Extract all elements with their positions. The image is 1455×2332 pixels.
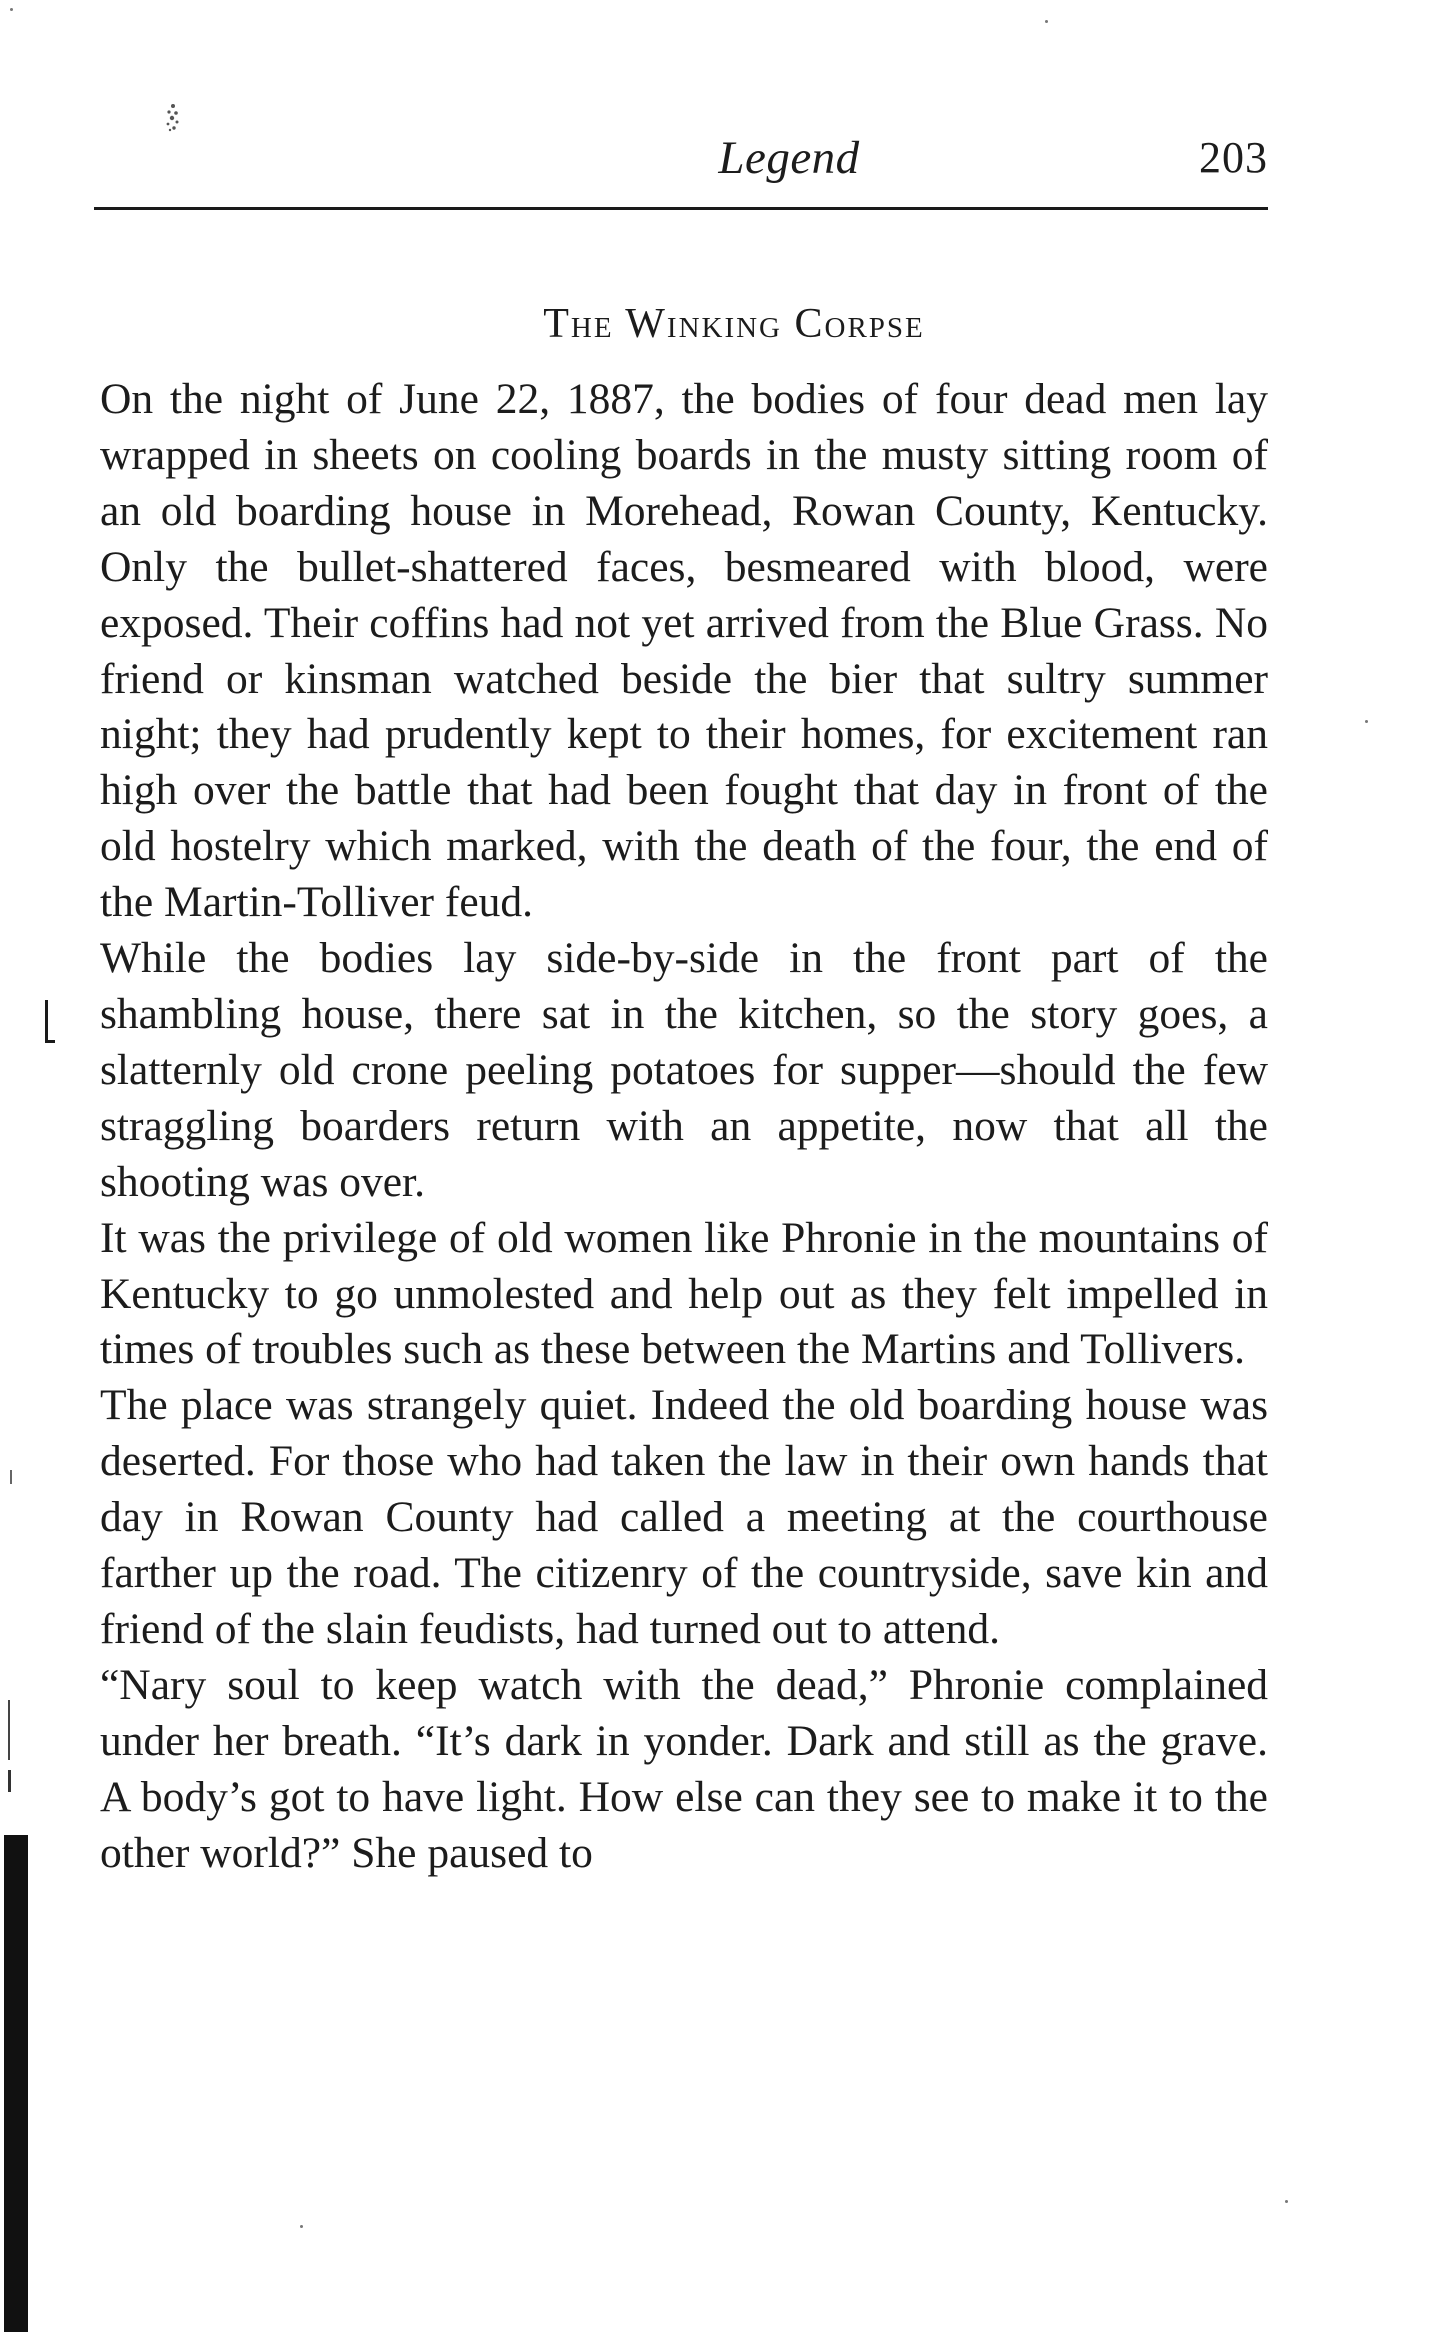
- scan-edge-mark: [8, 1770, 11, 1792]
- scan-dust: [10, 8, 13, 11]
- scan-edge-mark: [45, 1000, 48, 1040]
- header-rule: [94, 207, 1268, 210]
- scan-edge-mark: [8, 1700, 10, 1760]
- scan-edge-mark: [10, 1470, 12, 1484]
- paragraph: While the bodies lay side-by-side in the front part of the shambling house, there sat in the kitchen, so the story goes, a slatternly old crone peeling potatoes for supper—should the few straggling boarders return with an appetite, now that all the shooting was over.: [100, 934, 1268, 1206]
- paragraph: On the night of June 22, 1887, the bodies of four dead men lay wrapped in sheets on cooling boards in the musty sitting room of an old boarding house in Morehead, Rowan County, Kentucky. Only the bullet-shattered faces, besmeared with blood, were exposed. Their coffins had not yet arrived from the Blue Grass. No friend or kinsman watched beside the bier that sultry summer night; they had prudently kept to their homes, for excitement ran high over the battle that had been fought that day in front of the old hostelry which marked, with the death of the four, the end of the Martin-Tolliver feud.: [100, 375, 1268, 927]
- scan-dust: [1285, 2200, 1288, 2203]
- scan-edge-shadow: [4, 1835, 28, 2332]
- paragraph: “Nary soul to keep watch with the dead,” Phronie complained under her breath. “It’s dark in yonder. Dark and still as the grave. A body’s got to have light. How else can they see to make it to the other world?” She paused to: [100, 1660, 1268, 1877]
- scan-dust: [1365, 720, 1368, 723]
- running-head: [100, 128, 1268, 188]
- scan-dust: [300, 2225, 303, 2228]
- body-text: [100, 372, 1268, 1881]
- paragraph: The place was strangely quiet. Indeed the old boarding house was deserted. For those who had taken the law in their own hands that day in Rowan County had called a meeting at the courthouse farther up the road. The citizenry of the countryside, save kin and friend of the slain feudists, had turned out to attend.: [100, 1381, 1268, 1653]
- chapter-title: The Winking Corpse: [543, 301, 925, 347]
- page-number: 203: [1199, 133, 1268, 182]
- scan-dust: [1045, 20, 1048, 23]
- running-title: Legend: [718, 132, 860, 184]
- scan-edge-mark: [45, 1040, 55, 1043]
- paragraph: It was the privilege of old women like Phronie in the mountains of Kentucky to go unmolested and help out as they felt impelled in times of troubles such as these between the Martins and Tollivers.: [100, 1213, 1268, 1374]
